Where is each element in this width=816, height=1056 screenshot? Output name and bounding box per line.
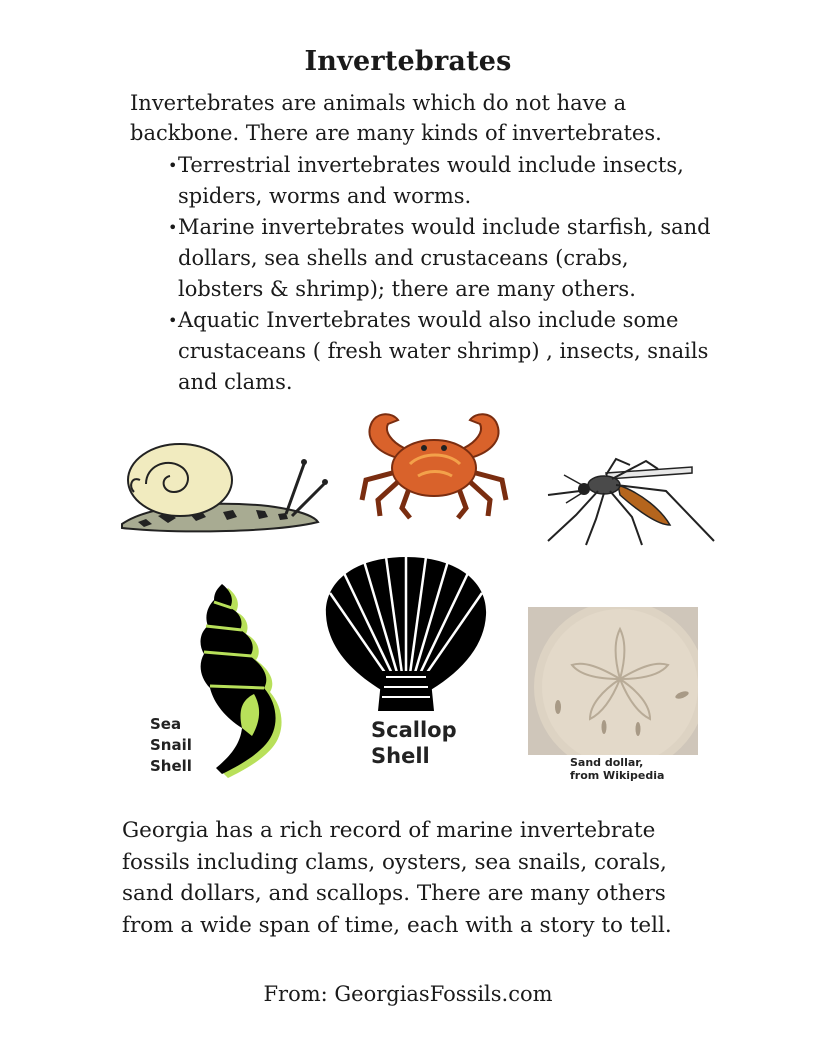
scallop-label-line: Scallop xyxy=(371,718,457,742)
sand-dollar-caption xyxy=(570,756,664,782)
sea-snail-label-line: Shell xyxy=(150,757,192,775)
sea-snail-label xyxy=(150,714,192,777)
mosquito-image xyxy=(546,455,716,547)
list-item-marine: • Marine invertebrates would include starfish, sand dollars, sea shells and crustaceans (crabs, lobsters & shrimp); there are many others. xyxy=(170,212,720,305)
list-item-terrestrial: • Terrestrial invertebrates would include insects, spiders, worms and worms. xyxy=(170,150,720,212)
georgia-fossils-paragraph: Georgia has a rich record of marine invertebrate fossils including clams, oysters, sea snails, corals, sand dollars, and scallops. There are many others from a wide span of time, each with a story to tell. xyxy=(122,818,672,938)
intro-paragraph: Invertebrates are animals which do not have a backbone. There are many kinds of invertebrates. xyxy=(130,91,662,145)
invertebrate-list xyxy=(170,150,720,398)
scallop-shell-image xyxy=(322,553,490,713)
sand-dollar-caption-line: from Wikipedia xyxy=(570,769,665,782)
scallop-label xyxy=(371,717,457,769)
crab-image xyxy=(358,408,510,520)
sea-snail-shell-image xyxy=(176,582,290,782)
sea-snail-label-line: Sea xyxy=(150,715,182,733)
sea-snail-label-line: Snail xyxy=(150,736,192,754)
snail-image xyxy=(118,440,330,536)
sand-dollar-caption-line: Sand dollar, xyxy=(570,756,644,769)
source-footer: From: GeorgiasFossils.com xyxy=(263,982,553,1006)
page-title: Invertebrates xyxy=(304,46,512,77)
scallop-label-line: Shell xyxy=(371,744,430,768)
sand-dollar-image xyxy=(528,607,698,755)
list-item-aquatic: • Aquatic Invertebrates would also include some crustaceans ( fresh water shrimp) , insects, snails and clams. xyxy=(170,305,720,398)
